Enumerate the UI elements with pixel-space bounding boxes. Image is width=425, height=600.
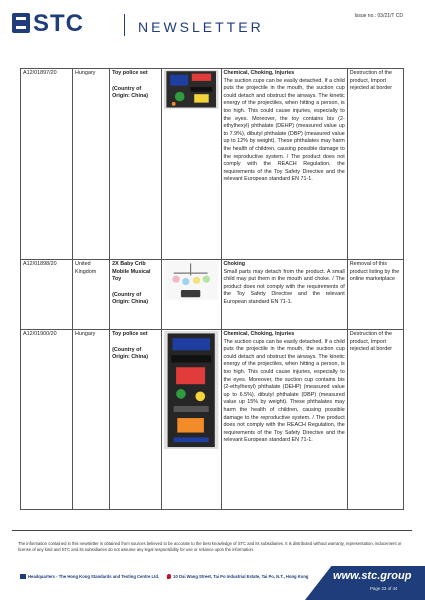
- product-name: Toy police set: [112, 331, 148, 337]
- disclaimer-text: The information contained in this newsletter is obtained from sources believed to be accurate to the best knowledge of STC and its subsidiaries. It is distributed without warranty, representation, inducement or license of any kind and STC and its subsidiaries do not assume any legal responsibility for use or reliance upon the information.: [18, 541, 402, 552]
- headquarters-name: Headquarters - The Hong Kong Standards and Testing Centre Ltd.: [28, 574, 160, 579]
- table-row: [21, 330, 404, 510]
- product-cell: [110, 69, 162, 260]
- country-cell: Hungary: [72, 330, 109, 510]
- risk-description: Small parts may detach from the product. A small child may put them in the mouth and choke. / The product does not comply with the requirements of the Toy Safety Directive and the relevant European standard EN 71-1.: [223, 268, 345, 305]
- stc-logo-icon: [12, 13, 30, 33]
- headquarters-line: [20, 574, 308, 579]
- location-pin-icon: [167, 574, 171, 579]
- measures-cell: Destruction of the product, Import rejected at border: [347, 69, 403, 260]
- measures-cell: Destruction of the product, Import rejected at border: [347, 330, 403, 510]
- country-cell: Hungary: [72, 69, 109, 260]
- page-number: Page 23 of 44: [370, 586, 398, 591]
- risk-type: Chemical, Choking, Injuries: [223, 331, 295, 337]
- baby-crib-mobile-image: [164, 261, 218, 300]
- recall-table: [20, 68, 404, 510]
- product-name: Toy police set: [112, 70, 148, 76]
- newsletter-header: [0, 0, 425, 45]
- measures-cell: Removal of this product listing by the online marketplace: [347, 260, 403, 330]
- product-photo-cell: [162, 260, 221, 330]
- reference-cell: A12/01897/20: [21, 69, 73, 260]
- country-cell: United Kingdom: [72, 260, 109, 330]
- risk-description: The suction cups can be easily detached. If a child puts the projectile in the mouth, the suction cup could detach and obstruct the airways. The kinetic energy of the projectiles, when hitting a person, is too high. This could cause injuries, especially to the eyes. Moreover, the suction cup contains bis (2-ethylhexyl) phthalate (DEHP) (measured value up to 6.5%), dibutyl phthalate (DBP) (measured value up 15% by weight). These phthalates may harm the health of children, causing possible damage to the reproductive system. / The product does not comply with the REACH Regulation, the requirements of the Toy Safety Directive and the relevant European standard EN 71-1.: [223, 338, 345, 444]
- risk-cell: [221, 260, 347, 330]
- product-cell: [110, 260, 162, 330]
- building-icon: [20, 574, 26, 579]
- brand-name: STC: [33, 10, 84, 37]
- risk-type: Choking: [223, 261, 246, 267]
- risk-type: Chemical, Choking, Injuries: [223, 70, 295, 76]
- product-name: 2X Baby Crib Mobile Musical Toy: [112, 261, 151, 283]
- risk-cell: [221, 69, 347, 260]
- headquarters-address: 10 Dai Wang Street, Tai Po Industrial Estate, Tai Po, N.T., Hong Kong: [173, 574, 309, 579]
- website-link[interactable]: www.stc.group: [333, 570, 412, 582]
- section-title: NEWSLETTER: [138, 19, 264, 35]
- footer-divider: [12, 530, 412, 531]
- toy-police-set-image: [164, 70, 218, 109]
- toy-police-set-image: [164, 331, 218, 449]
- risk-description: The suction cups can be easily detached. If a child puts the projectile in the mouth, the suction cup could detach and obstruct the airways. The kinetic energy of the projectiles, when hitting a person, is too high. This could cause injuries, especially to the eyes. Moreover, the toy contains bis (2-ethylhexyl) phthalate (DEHP) (measured value up to 7.9%), dibutyl phthalate (DBP) (measured value up to 12% by weight). These phthalates may harm the health of children, causing possible damage to the reproductive system. / The product does not comply with the REACH Regulation, the requirements of the Toy Safety Directive and the relevant European standard EN 71-1.: [223, 77, 345, 183]
- risk-cell: [221, 330, 347, 510]
- reference-cell: A12/01898/20: [21, 260, 73, 330]
- country-of-origin: (Country of Origin: China): [112, 346, 149, 361]
- table-row: [21, 69, 404, 260]
- product-cell: [110, 330, 162, 510]
- product-photo-cell: [162, 330, 221, 510]
- reference-cell: A12/01900/20: [21, 330, 73, 510]
- table-row: [21, 260, 404, 330]
- country-of-origin: (Country of Origin: China): [112, 85, 149, 100]
- country-of-origin: (Country of Origin: China): [112, 291, 149, 306]
- header-divider: [124, 14, 125, 36]
- product-photo-cell: [162, 69, 221, 260]
- issue-number: Issue no.: 03/21/T CD: [354, 13, 403, 19]
